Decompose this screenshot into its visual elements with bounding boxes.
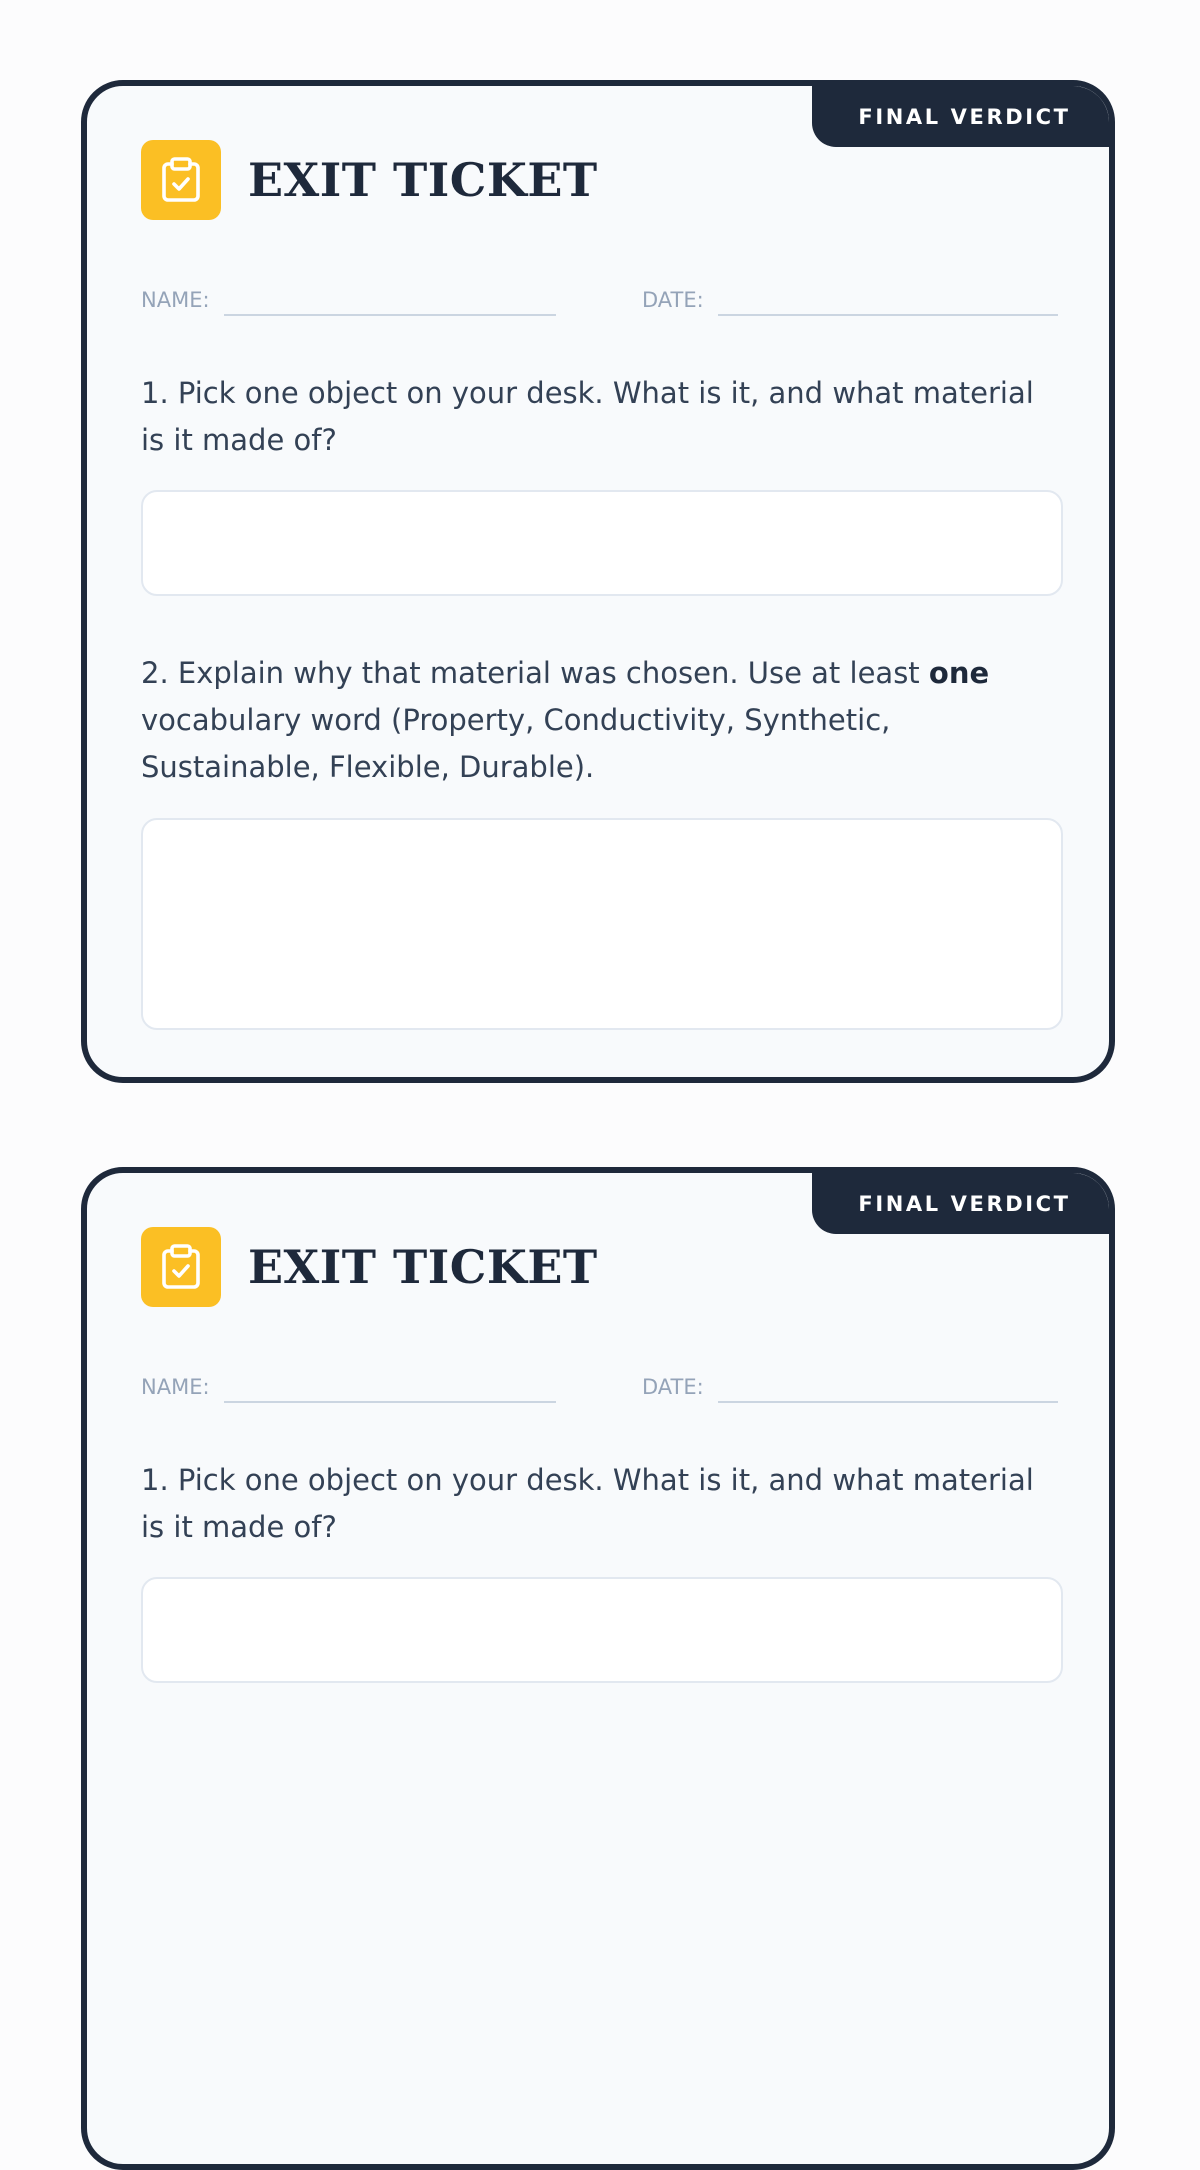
date-label: DATE: <box>642 1375 704 1399</box>
final-verdict-badge: FINAL VERDICT <box>812 86 1109 147</box>
final-verdict-badge: FINAL VERDICT <box>812 1173 1109 1234</box>
question-1: 1. Pick one object on your desk. What is it, and what material is it made of? <box>141 376 1034 457</box>
exit-ticket-card <box>81 1167 1115 2170</box>
name-field <box>141 282 556 316</box>
ticket-header <box>141 140 598 220</box>
name-label: NAME: <box>141 288 210 312</box>
ticket-title: EXIT TICKET <box>248 153 598 207</box>
date-line[interactable] <box>718 1369 1058 1403</box>
question-2 <box>141 650 1061 791</box>
ticket-header <box>141 1227 598 1307</box>
name-line[interactable] <box>224 282 556 316</box>
ticket-title: EXIT TICKET <box>248 1240 598 1294</box>
name-label: NAME: <box>141 1375 210 1399</box>
name-line[interactable] <box>224 1369 556 1403</box>
name-field <box>141 1369 556 1403</box>
clipboard-check-icon <box>141 140 221 220</box>
question-1: 1. Pick one object on your desk. What is it, and what material is it made of? <box>141 1463 1034 1544</box>
date-field <box>642 1369 1058 1403</box>
date-line[interactable] <box>718 282 1058 316</box>
exit-ticket-card <box>81 80 1115 1083</box>
answer-box-2[interactable] <box>141 818 1063 1030</box>
answer-box-1[interactable] <box>141 490 1063 596</box>
question-2-text-end: vocabulary word (Property, Conductivity, Synthetic, Sustainable, Flexible, Durable). <box>141 703 891 784</box>
answer-box-1[interactable] <box>141 1577 1063 1683</box>
date-field <box>642 282 1058 316</box>
clipboard-check-icon <box>141 1227 221 1307</box>
question-2-emphasis: one <box>928 656 990 690</box>
question-2-text-start: 2. Explain why that material was chosen. Use at least <box>141 656 929 690</box>
date-label: DATE: <box>642 288 704 312</box>
